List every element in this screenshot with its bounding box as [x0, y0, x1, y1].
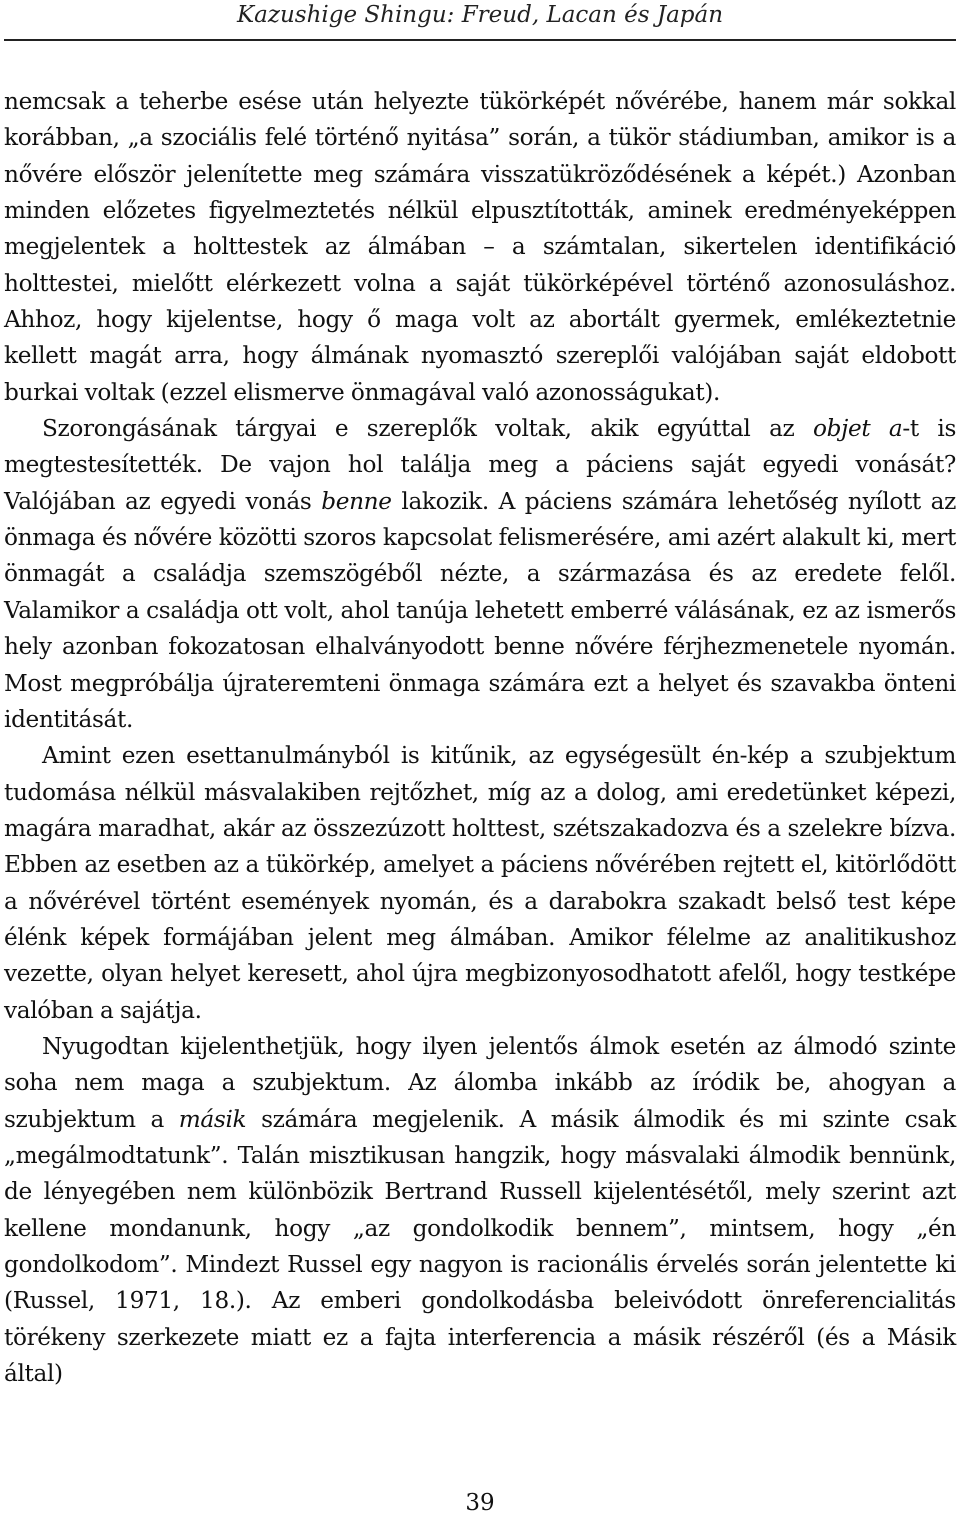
body-text — [4, 84, 956, 1392]
italic-text: benne — [321, 487, 392, 515]
header-rule — [4, 39, 956, 41]
paragraph — [4, 738, 956, 1029]
paragraph-text: lakozik. A páciens számára lehetőség nyílott az önmaga és nővére közötti szoros kapcsolat felismerésére, ami azért alakult ki, mert önmagát a családja szemszögéből nézte, a származása és az eredete felől. Valamikor a családja ott volt, ahol tanúja lehetett emberré válásának, ez az ismerős hely azonban fokozatosan elhalványodott benne nővére férjhezmenetele nyomán. Most megpróbálja újrateremteni önmaga számára ezt a helyet és szavakba önteni identitását. — [4, 487, 956, 733]
italic-text: másik — [178, 1105, 247, 1133]
paragraph-text: Nyugodtan kijelenthetjük, hogy ilyen jelentős álmok esetén az álmodó szinte soha nem maga a szubjektum. Az álomba inkább az íródik be, ahogyan a szubjektum a — [4, 1032, 956, 1133]
paragraph — [4, 84, 956, 411]
paragraph — [4, 1029, 956, 1392]
italic-text: objet a — [813, 415, 903, 443]
paragraph — [4, 411, 956, 738]
paragraph-text: nemcsak a teherbe esése után helyezte tükörképét nővérébe, hanem már sokkal korábban, „a szociális felé történő nyitása” során, a tükör stádiumban, amikor is a nővére először jelenítette meg számára visszatükröződésének a képét.) Azonban minden előzetes figyelmeztetés nélkül elpusztították, aminek eredményeképpen megjelentek a holttestek az álmában – a számtalan, sikertelen identifikáció holttestei, mielőtt elérkezett volna a saját tükörképével történő azonosuláshoz. Ahhoz, hogy kijelentse, hogy ő maga volt az abortált gyermek, emlékeztetnie kellett magát arra, hogy álmának nyomasztó szereplői valójában saját eldobott burkai voltak (ezzel elismerve önmagával való azonosságukat). — [4, 88, 956, 406]
paragraph-text: Szorongásának tárgyai e szereplők voltak, akik egyúttal az — [42, 415, 813, 443]
page-number: 39 — [465, 1490, 495, 1516]
paragraph-text: Amint ezen esettanulmányból is kitűnik, az egységesült én-kép a szubjektum tudomása nélkül másvalakiben rejtőzhet, míg az a dolog, ami eredetünket képezi, magára maradhat, akár az összezúzott holttest, szétszakadozva és a szelekre bízva. Ebben az esetben az a tükörkép, amelyet a páciens nővérében rejtett el, kitörlődött a nővérével történt események nyomán, és a darabokra szakadt belső test képe élénk képek formájában jelent meg álmában. Amikor félelme az analitikushoz vezette, olyan helyet keresett, ahol újra megbizonyosodhatott afelől, hogy testképe valóban a sajátja. — [4, 742, 956, 1024]
running-head: Kazushige Shingu: Freud, Lacan és Japán — [236, 2, 724, 28]
paragraph-text: -t is megtestesítették. De vajon hol találja meg a páciens saját egyedi vonását? Valójában az egyedi vonás — [4, 415, 956, 515]
paragraph-text: számára megjelenik. A másik álmodik és mi szinte csak „megálmodtatunk”. Talán misztikusan hangzik, hogy másvalaki álmodik bennünk, de lényegében nem különbözik Bertrand Russell kijelentésétől, mely szerint azt kellene mondanunk, hogy „az gondolkodik bennem”, mintsem, hogy „én gondolkodom”. Mindezt Russel egy nagyon is racionális érvelés során jelentette ki (Russel, 1971, 18.). Az emberi gondolkodásba beleivódott önreferencialitás törékeny szerkezete miatt ez a fajta interferencia a másik részéről (és a Másik által) — [4, 1105, 956, 1388]
